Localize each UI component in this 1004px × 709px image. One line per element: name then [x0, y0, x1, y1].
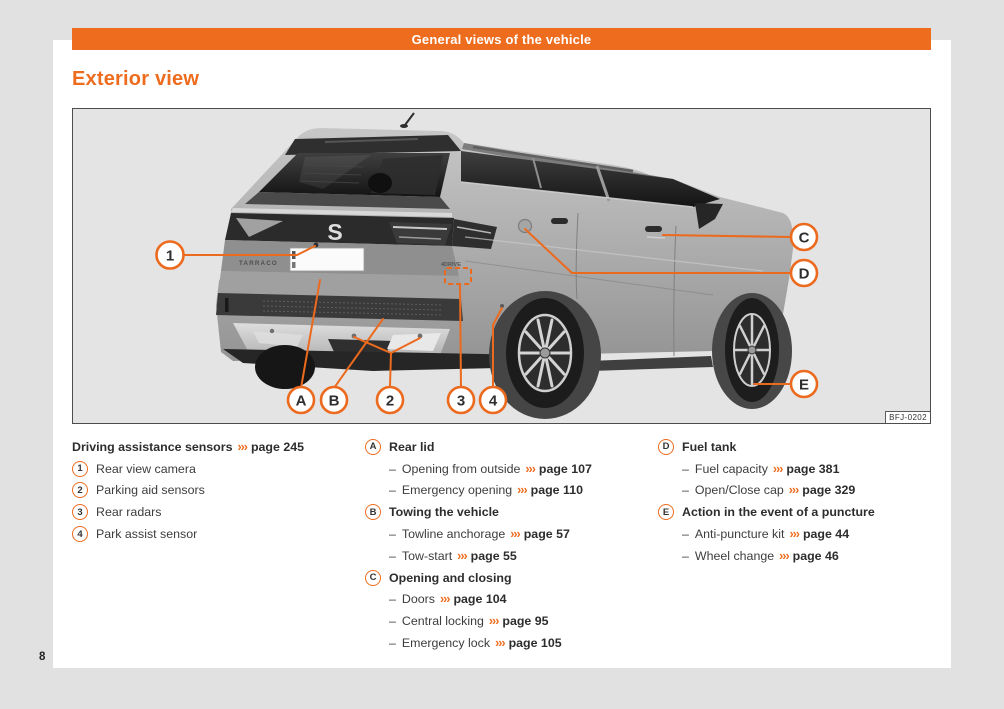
- page-reference: page 107: [538, 461, 592, 476]
- section-fuel-tank: D Fuel tank: [658, 436, 934, 458]
- chevron-ref-icon: ›››: [772, 461, 783, 476]
- list-item: 3 Rear radars: [72, 501, 360, 523]
- reference-item: – Open/Close cap ››› page 329: [682, 483, 856, 498]
- chevron-ref-icon: ›››: [510, 527, 520, 542]
- awd-badge: 4DRIVE: [441, 262, 461, 268]
- chevron-ref-icon: ›››: [779, 548, 789, 563]
- page-reference: page 46: [792, 548, 839, 563]
- page-reference: page 105: [508, 636, 562, 651]
- callout-letter-badge: C: [365, 570, 381, 586]
- front-door-handle-icon: [645, 226, 662, 232]
- page-reference: page 110: [530, 483, 583, 498]
- reference-item: – Emergency opening ››› page 110: [389, 483, 583, 498]
- page-reference: page 381: [786, 461, 840, 476]
- svg-text:D: D: [798, 265, 810, 283]
- reference-item: – Doors ››› page 104: [389, 592, 507, 607]
- page-title: Exterior view: [72, 68, 200, 90]
- vehicle-illustration: [73, 109, 930, 423]
- page-number: 8: [39, 651, 46, 663]
- chevron-ref-icon: ›››: [495, 636, 505, 651]
- reference-item: – Opening from outside ››› page 107: [389, 461, 592, 476]
- reference-item: – Towline anchorage ››› page 57: [389, 527, 570, 542]
- svg-text:A: A: [295, 392, 307, 410]
- figure-code-badge: BFJ-0202: [885, 411, 930, 423]
- column-rear-functions: [365, 436, 657, 654]
- chevron-ref-icon: ›››: [517, 483, 527, 498]
- rear-reflector-icon: [225, 298, 229, 312]
- reference-item: – Fuel capacity ››› page 381: [682, 461, 840, 476]
- page-reference: page 44: [802, 527, 850, 542]
- reference-item: – Emergency lock ››› page 105: [389, 636, 562, 651]
- chapter-header-bar: [72, 28, 931, 50]
- callout-E: [791, 371, 817, 397]
- svg-text:4: 4: [488, 392, 498, 410]
- svg-text:C: C: [798, 229, 810, 247]
- antenna-icon: [405, 113, 414, 125]
- callout-B: [321, 387, 347, 413]
- list-item: 2 Parking aid sensors: [72, 480, 360, 502]
- car-drawing: [216, 113, 793, 419]
- rear-left-tire: [255, 345, 315, 389]
- reference-item: – Central locking ››› page 95: [389, 614, 549, 629]
- callout-number-badge: 1: [72, 461, 88, 477]
- callout-letter-badge: A: [365, 439, 381, 455]
- page-reference: page 245: [250, 439, 305, 454]
- svg-text:3: 3: [456, 392, 466, 410]
- chevron-ref-icon: ›››: [789, 527, 799, 542]
- callout-C: [791, 224, 817, 250]
- callout-4: [480, 387, 506, 413]
- chevron-ref-icon: ›››: [488, 614, 499, 629]
- column-driving-assistance: [72, 436, 360, 545]
- callout-2: [377, 387, 403, 413]
- callout-letter-badge: E: [658, 504, 674, 520]
- section-towing: B Towing the vehicle: [365, 501, 657, 523]
- list-item: 1 Rear view camera: [72, 458, 360, 480]
- reference-item: – Wheel change ››› page 46: [682, 548, 839, 563]
- section-rear-lid: A Rear lid: [365, 436, 657, 458]
- svg-text:1: 1: [165, 247, 175, 265]
- right-tail-light-icon: [389, 222, 452, 245]
- chevron-ref-icon: ›››: [439, 592, 450, 607]
- model-badge: TARRACO: [239, 260, 278, 267]
- parking-sensor-icon: [270, 329, 274, 333]
- reference-item: – Anti-puncture kit ››› page 44: [682, 527, 850, 542]
- svg-text:E: E: [798, 376, 810, 394]
- chevron-ref-icon: ›››: [457, 548, 467, 563]
- seat-logo: S: [327, 219, 343, 245]
- column-fuel-puncture: [658, 436, 934, 567]
- list-item: 4 Park assist sensor: [72, 523, 360, 545]
- svg-text:B: B: [328, 392, 340, 410]
- callout-number-badge: 2: [72, 482, 88, 498]
- callout-number-badge: 3: [72, 504, 88, 520]
- callout-letter-badge: D: [658, 439, 674, 455]
- section-puncture: E Action in the event of a puncture: [658, 501, 934, 523]
- callout-number-badge: 4: [72, 526, 88, 542]
- figure-frame: [72, 108, 931, 424]
- callout-D: [791, 260, 817, 286]
- page-reference: page 55: [470, 548, 517, 563]
- svg-text:2: 2: [385, 392, 395, 410]
- side-sill: [589, 356, 713, 371]
- page-reference: page 95: [502, 614, 549, 629]
- callout-letter-badge: B: [365, 504, 381, 520]
- fuel-cap-icon: [519, 220, 532, 233]
- headrest-silhouette: [368, 173, 392, 193]
- chevron-ref-icon: ›››: [788, 483, 799, 498]
- callout-3: [448, 387, 474, 413]
- license-plate: [290, 248, 364, 271]
- callout-1: [157, 242, 184, 269]
- page-reference: page 57: [523, 527, 570, 542]
- chevron-ref-icon: ›››: [237, 439, 247, 454]
- page-reference: page 104: [453, 592, 507, 607]
- rear-door-handle-icon: [551, 218, 568, 224]
- column-header: Driving assistance sensors ››› page 245: [72, 439, 305, 454]
- page-reference: page 329: [802, 483, 856, 498]
- reference-item: – Tow-start ››› page 55: [389, 548, 517, 563]
- callout-A: [288, 387, 314, 413]
- section-opening-closing: C Opening and closing: [365, 567, 657, 589]
- chapter-header-text: General views of the vehicle: [411, 31, 592, 47]
- chevron-ref-icon: ›››: [525, 461, 535, 476]
